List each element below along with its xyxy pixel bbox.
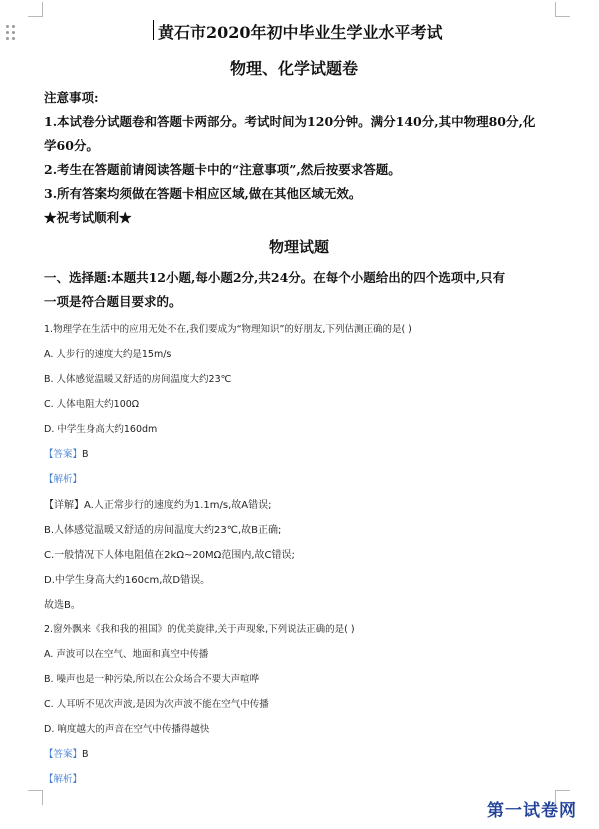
question-2-option-c: C. 人耳听不见次声波,是因为次声波不能在空气中传播 <box>44 699 269 710</box>
notice-item-3: 3.所有答案均须做在答题卡相应区域,做在其他区域无效。 <box>44 186 362 201</box>
notice-heading: 注意事项: <box>44 90 99 105</box>
text-cursor <box>153 20 154 40</box>
physics-heading: 物理试题 <box>269 238 330 256</box>
question-2-stem: 2.窗外飘来《我和我的祖国》的优美旋律,关于声现象,下列说法正确的是( ) <box>44 624 355 635</box>
question-1-option-b: B. 人体感觉温暖又舒适的房间温度大约23℃ <box>44 374 232 385</box>
question-1-detail-d: D.中学生身高大约160cm,故D错误。 <box>44 575 211 586</box>
answer-value: B <box>82 749 89 760</box>
notice-item-1: 1.本试卷分试题卷和答题卡两部分。考试时间为120分钟。满分140分,其中物理80分,化 <box>44 114 536 129</box>
detail-a-text: A.人正常步行的速度约为1.1m/s,故A错误; <box>84 500 272 511</box>
exam-title: 黄石市2020年初中毕业生学业水平考试 <box>158 23 443 42</box>
detail-tag: 【详解】 <box>44 500 84 511</box>
question-1-option-d: D. 中学生身高大约160dm <box>44 424 158 435</box>
notice-item-1-cont: 学60分。 <box>44 138 99 153</box>
question-1-stem: 1.物理学在生活中的应用无处不在,我们要成为“物理知识”的好朋友,下列估测正确的是( ) <box>44 324 412 335</box>
question-2-option-b: B. 噪声也是一种污染,所以在公众场合不要大声喧哗 <box>44 674 260 685</box>
section-1-instruction-cont: 一项是符合题目要求的。 <box>44 294 182 309</box>
question-1-detail-b: B.人体感觉温暖又舒适的房间温度大约23℃,故B正确; <box>44 525 282 536</box>
question-1-analysis-tag: 【解析】 <box>44 474 83 485</box>
exam-subtitle: 物理、化学试题卷 <box>230 59 359 78</box>
notice-wish: ★祝考试顺利★ <box>44 210 132 225</box>
notice-item-2: 2.考生在答题前请阅读答题卡中的“注意事项”,然后按要求答题。 <box>44 162 401 177</box>
question-2-analysis-tag: 【解析】 <box>44 774 83 785</box>
section-1-instruction: 一、选择题:本题共12小题,每小题2分,共24分。在每个小题给出的四个选项中,只有 <box>44 270 506 285</box>
question-1-option-c: C. 人体电阻大约100Ω <box>44 399 140 410</box>
question-2-option-d: D. 响度越大的声音在空气中传播得越快 <box>44 724 210 735</box>
question-1-conclusion: 故选B。 <box>44 600 81 611</box>
question-1-answer <box>44 446 89 460</box>
question-1-detail-a <box>44 496 271 511</box>
page-corner-mark <box>555 2 570 17</box>
answer-tag: 【答案】 <box>44 749 83 760</box>
question-1-detail-c: C.一般情况下人体电阻值在2kΩ~20MΩ范围内,故C错误; <box>44 550 295 561</box>
page-corner-mark <box>28 2 43 17</box>
question-2-option-a: A. 声波可以在空气、地面和真空中传播 <box>44 649 209 660</box>
question-2-answer <box>44 746 89 760</box>
answer-value: B <box>82 449 89 460</box>
question-1-option-a: A. 人步行的速度大约是15m/s <box>44 349 172 360</box>
answer-tag: 【答案】 <box>44 449 83 460</box>
drag-handle-icon[interactable] <box>6 25 16 41</box>
site-watermark: 第一试卷网 <box>487 801 577 821</box>
page-corner-mark <box>28 790 43 805</box>
